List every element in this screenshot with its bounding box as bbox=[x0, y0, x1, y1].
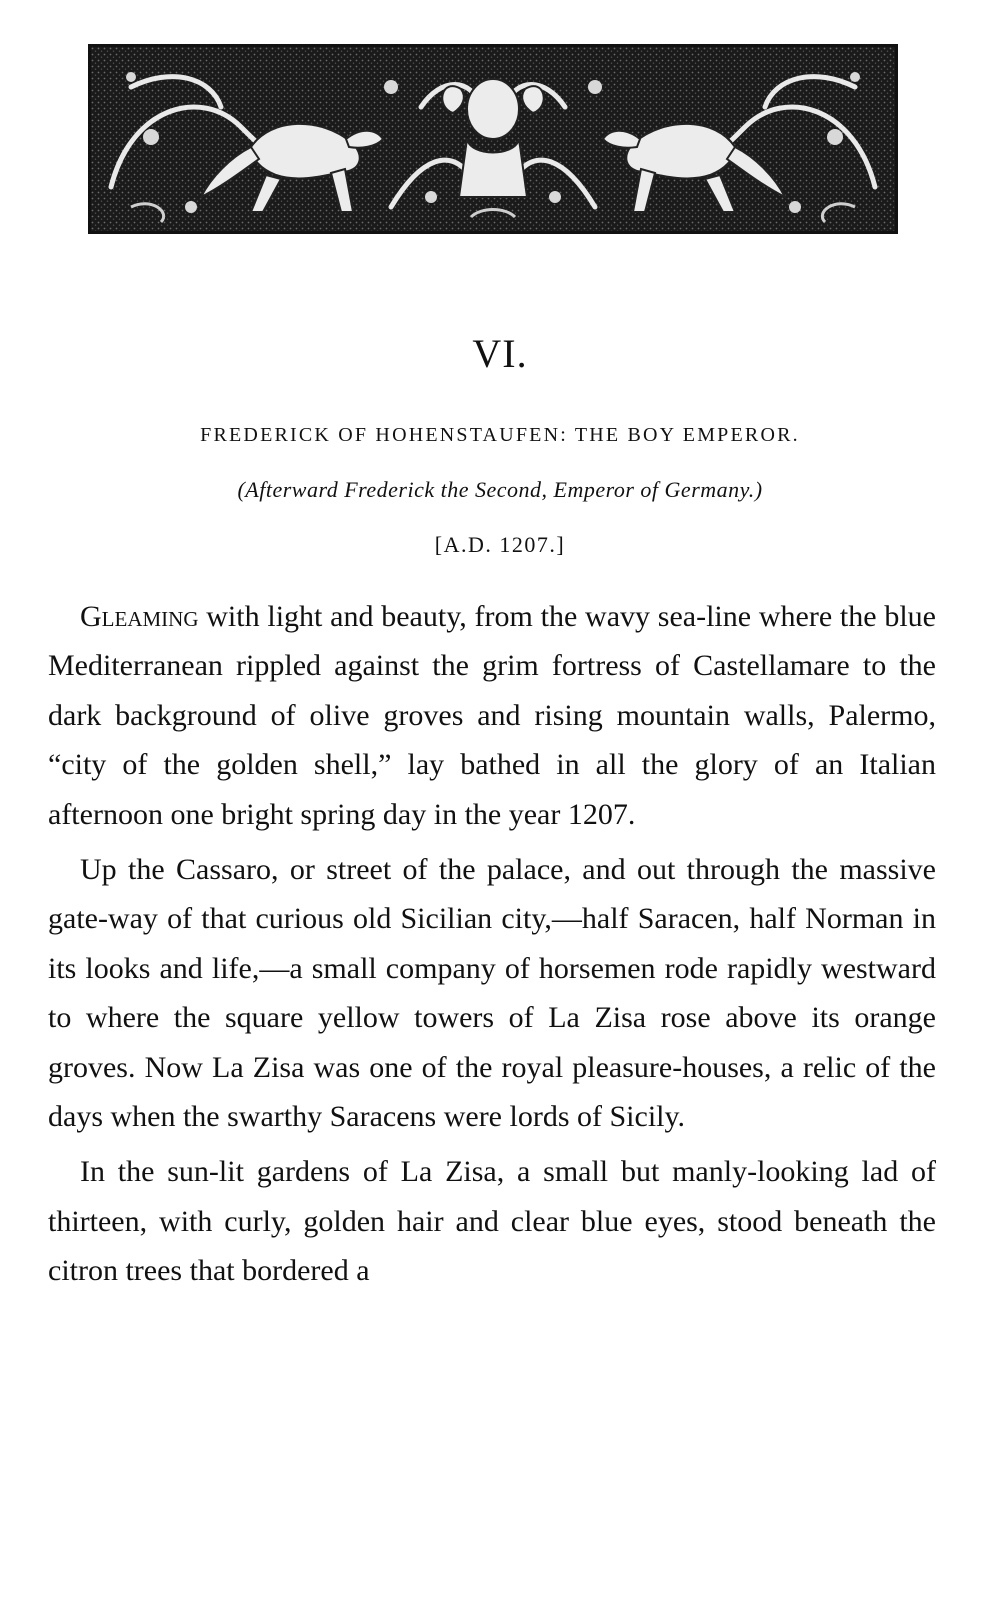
chapter-body bbox=[48, 592, 936, 1296]
chapter-title: FREDERICK OF HOHENSTAUFEN: THE BOY EMPEROR. bbox=[200, 424, 800, 446]
paragraph bbox=[48, 592, 936, 839]
paragraph: Up the Cassaro, or street of the palace, and out through the massive gate-way of that curious old Sicilian city,—half Saracen, half Norman in its looks and life,—a small company of horsemen rode rapidly westward to where the square yellow towers of La Zisa rose above its orange groves. Now La Zisa was one of the royal pleasure-houses, a relic of the days when the swarthy Saracens were lords of Sicily. bbox=[48, 853, 936, 1134]
paragraph-text: with light and beauty, from the wavy sea-line where the blue Mediterranean rippled against the grim fortress of Castellamare to the dark background of olive groves and rising mountain walls, Palermo, “city of the golden shell,” lay bathed in all the glory of an Italian afternoon one bright spring day in the year 1207. bbox=[48, 600, 936, 831]
ornamental-headpiece bbox=[88, 44, 898, 234]
chapter-subtitle: (Afterward Frederick the Second, Emperor of Germany.) bbox=[237, 477, 763, 502]
chapter-number: VI. bbox=[472, 331, 528, 376]
chapter-date: [A.D. 1207.] bbox=[434, 532, 566, 557]
paragraph: In the sun-lit gardens of La Zisa, a small but manly-looking lad of thirteen, with curly, golden hair and clear blue eyes, stood beneath the citron trees that bordered a bbox=[48, 1155, 936, 1288]
paragraph-lead-word: Gleaming bbox=[80, 600, 199, 633]
